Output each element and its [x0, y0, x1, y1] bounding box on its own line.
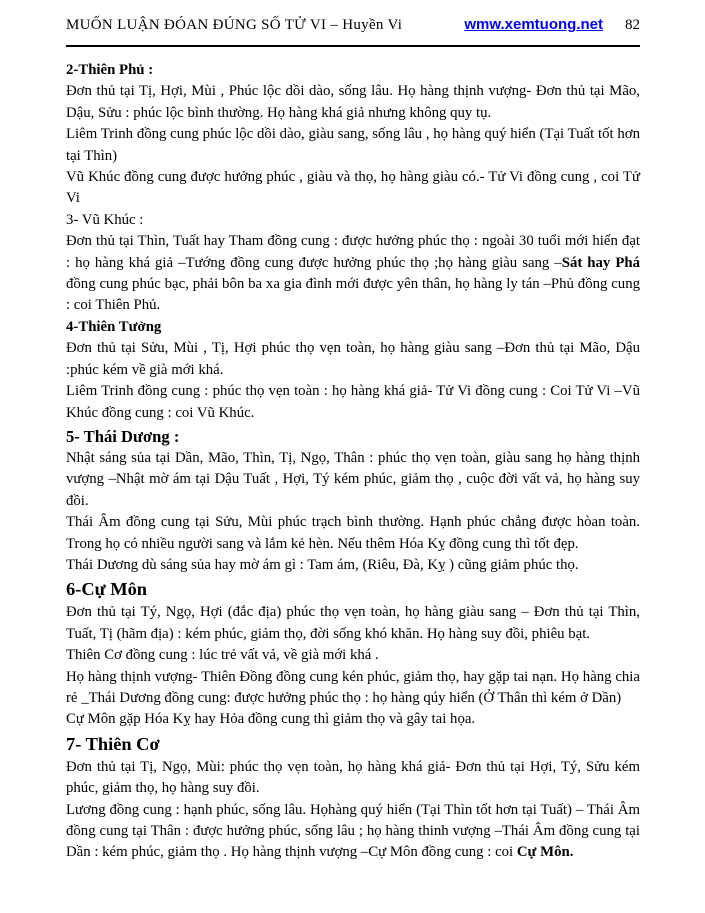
text-run: đồng cung phúc bạc, phải bôn ba xa gia đình mới được yên thân, họ hàng ly tán –Phủ đồng cung : coi Thiên Phủ. [66, 276, 640, 314]
text-run: Đơn thủ tại Tý, Ngọ, Hợi (đắc địa) phúc thọ vẹn toàn, họ hàng giàu sang – Đơn thủ tại Thìn, Tuất, Tị (hãm địa) : kém phúc, giảm thọ, đời sống khó khăn. Họ hàng suy đồi, phiêu bạt. [66, 604, 640, 642]
paragraph [66, 602, 640, 645]
section-heading: 4-Thiên Tưởng [66, 318, 162, 335]
paragraph [66, 124, 640, 167]
page-header [66, 16, 640, 34]
paragraph [66, 167, 640, 210]
section-heading: 3- Vũ Khúc : [66, 211, 144, 228]
paragraph [66, 709, 640, 730]
paragraph [66, 645, 640, 666]
text-run: Liêm Trinh đồng cung : phúc thọ vẹn toàn : họ hàng khá giả- Tử Vi đồng cung : Coi Tử Vi –Vũ Khúc đồng cung : coi Vũ Khúc. [66, 383, 640, 421]
section [66, 210, 640, 317]
document-content [66, 60, 640, 864]
header-right [464, 16, 640, 34]
book-title: MUỐN LUẬN ĐÓAN ĐÚNG SỐ TỬ VI – Huyền Vi [66, 17, 403, 33]
section-heading: 6-Cự Môn [66, 579, 148, 600]
section [66, 731, 640, 864]
paragraph [66, 512, 640, 555]
paragraph [66, 81, 640, 124]
paragraph [66, 800, 640, 864]
paragraph [66, 381, 640, 424]
paragraph [66, 448, 640, 512]
section [66, 424, 640, 576]
bold-text-run: Sát hay Phá [561, 254, 640, 271]
section-heading: 2-Thiên Phủ : [66, 62, 154, 78]
text-run: Lương đồng cung : hạnh phúc, sống lâu. Họhàng quý hiển (Tại Thìn tốt hơn tại Tuất) – Thái Âm đồng cung tại Thân : được hưởng phúc, sống lâu ; họ hàng thinh vượng –Thái Âm đồng cung tại Dần : kém phúc, giảm thọ . Họ hàng thịnh vượng –Cự Môn đồng cung : coi [66, 801, 640, 861]
text-run: Thái Dương dù sáng sủa hay mờ ám gì : Tam ám, (Riêu, Đà, Kỵ ) cũng giảm phúc thọ. [66, 556, 579, 573]
paragraph [66, 231, 640, 317]
text-run: Đơn thủ tại Sửu, Mùi , Tị, Hợi phúc thọ vẹn toàn, họ hàng giàu sang –Đơn thủ tại Mão, Dậu :phúc kém về già mới khá. [66, 340, 640, 378]
section-heading: 7- Thiên Cơ [66, 733, 160, 754]
page-number: 82 [625, 17, 640, 33]
text-run: Cự Môn gặp Hóa Kỵ hay Hỏa đồng cung thì giảm thọ và gây tai họa. [66, 711, 476, 728]
text-run: Vũ Khúc đồng cung được hưởng phúc , giàu và thọ, họ hàng giàu có.- Tử Vi đồng cung , coi Tử Vi [66, 169, 640, 207]
text-run: Đơn thủ tại Thìn, Tuất hay Tham đồng cung : được hưởng phúc thọ : ngoài 30 tuổi mới hiển đạt : họ hàng khá giả –Tướng đồng cung được hưởng phúc thọ ;họ hàng giàu sang – [66, 233, 640, 271]
text-run: Nhật sáng sủa tại Dần, Mão, Thìn, Tị, Ngọ, Thân : phúc thọ vẹn toàn, giàu sang họ hàng thịnh vượng –Nhật mờ ám tại Dậu Tuất , Hợi, Tý kém phúc, giảm thọ , cuộc đời vất vả, họ hàng suy đồi. [66, 449, 640, 509]
section [66, 60, 640, 210]
bold-text-run: Cự Môn. [516, 844, 574, 861]
section [66, 576, 640, 730]
paragraph [66, 338, 640, 381]
text-run: Đơn thủ tại Tị, Ngọ, Mùi: phúc thọ vẹn toàn, họ hàng khá giả- Đơn thủ tại Hợi, Tý, Sửu kém phúc, giảm thọ, họ hàng suy đồi. [66, 758, 640, 797]
paragraph [66, 757, 640, 800]
header-divider [66, 45, 640, 47]
text-run: Thái Âm đồng cung tại Sửu, Mùi phúc trạch bình thường. Hạnh phúc chẳng được hòan toàn. Trong họ có nhiều người sang và lắm kẻ hèn. Nếu thêm Hóa Kỵ đồng cung thì tốt đẹp. [66, 514, 640, 552]
text-run: Thiên Cơ đồng cung : lúc trẻ vất vả, về già mới khá . [66, 647, 379, 664]
section [66, 317, 640, 424]
section-heading: 5- Thái Dương : [66, 426, 180, 446]
text-run: Đơn thủ tại Tị, Hợi, Mùi , Phúc lộc dồi dào, sống lâu. Họ hàng thịnh vượng- Đơn thủ tại Mão, Dậu, Sửu : phúc lộc bình thường. Họ hàng khá giả nhưng không quy tụ. [66, 83, 640, 121]
text-run: Liêm Trinh đồng cung phúc lộc dồi dào, giàu sang, sống lâu , họ hàng quý hiển (Tại Tuất tốt hơn tại Thìn) [66, 126, 640, 164]
paragraph [66, 667, 640, 710]
website-link[interactable]: wmw.xemtuong.net [464, 16, 603, 33]
paragraph [66, 555, 640, 576]
text-run: Họ hàng thịnh vượng- Thiên Đồng đồng cung kén phúc, giảm thọ, hay gặp tai nạn. Họ hàng chia rẻ _Thái Dương đồng cung: được hưởng phúc thọ : họ hàng qúy hiển (Ở Thân thì kém ở Dần) [66, 668, 640, 706]
